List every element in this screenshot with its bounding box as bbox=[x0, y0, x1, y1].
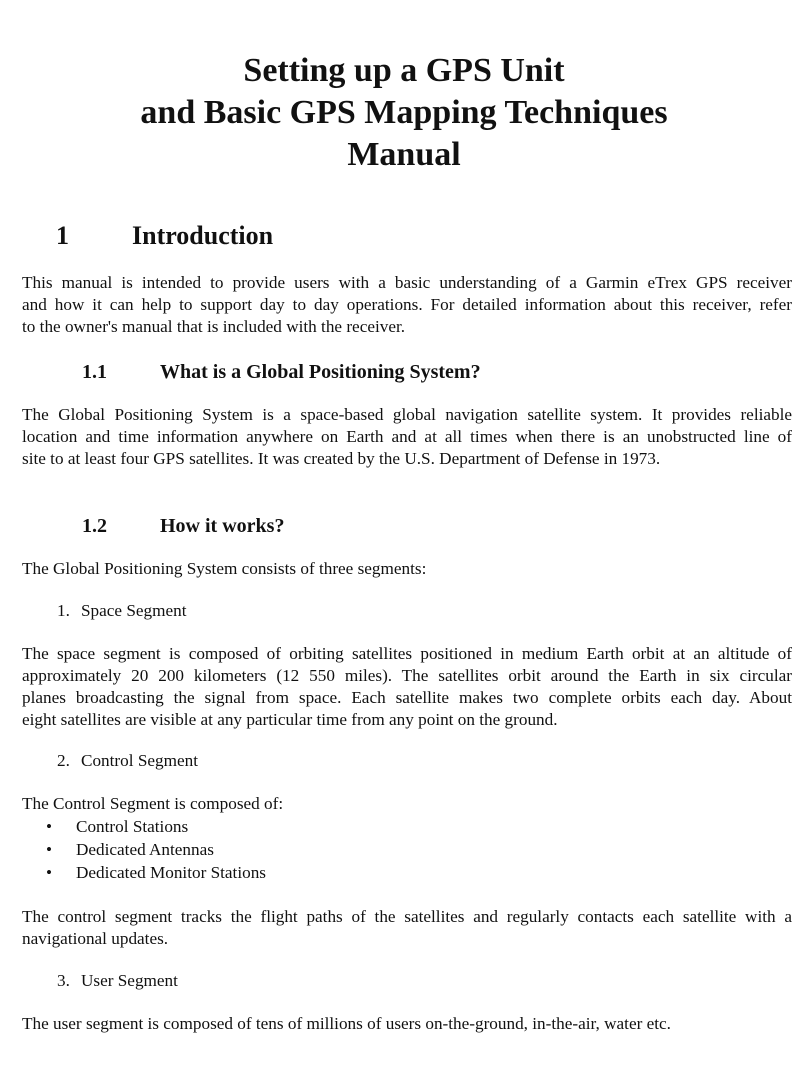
section-title: What is a Global Positioning System? bbox=[160, 361, 481, 383]
paragraph-line: The user segment is composed of tens of millions of users on-the-ground, in-the-air, water etc. bbox=[22, 1014, 671, 1033]
list-item-label: Dedicated Monitor Stations bbox=[76, 863, 266, 882]
bullet-icon: • bbox=[46, 863, 53, 882]
section-1-2-heading bbox=[82, 512, 284, 540]
paragraph-line: planes broadcasting the signal from space. Each satellite makes two complete orbits each day. About bbox=[22, 688, 792, 707]
paragraph-line: site to at least four GPS satellites. It was created by the U.S. Department of Defense in 1973. bbox=[22, 449, 661, 468]
paragraph-line: navigational updates. bbox=[22, 929, 169, 948]
section-1-1-heading bbox=[82, 358, 481, 386]
section-number: 1.2 bbox=[82, 515, 107, 537]
control-segment-lead bbox=[22, 793, 792, 815]
numbered-item-control-segment bbox=[57, 750, 198, 772]
item-number: 2. bbox=[57, 751, 70, 770]
section-title: How it works? bbox=[160, 515, 285, 537]
paragraph-line: The Control Segment is composed of: bbox=[22, 794, 284, 813]
item-label: Space Segment bbox=[81, 601, 187, 620]
numbered-item-user-segment bbox=[57, 970, 178, 992]
numbered-item-space-segment bbox=[57, 600, 186, 622]
intro-paragraph bbox=[22, 272, 792, 338]
item-label: Control Segment bbox=[81, 751, 198, 770]
item-number: 3. bbox=[57, 971, 70, 990]
paragraph-line: approximately 20 200 kilometers (12 550 miles). The satellites orbit around the Earth in six circular bbox=[22, 666, 792, 685]
list-item-label: Dedicated Antennas bbox=[76, 840, 214, 859]
title-line-2: and Basic GPS Mapping Techniques bbox=[140, 94, 668, 131]
list-item bbox=[22, 815, 266, 838]
list-item bbox=[22, 838, 266, 861]
list-item-label: Control Stations bbox=[76, 817, 189, 836]
title-line-3: Manual bbox=[347, 136, 461, 173]
document-title bbox=[0, 50, 808, 176]
paragraph-line: and how it can help to support day to day operations. For detailed information about this receiver, refer bbox=[22, 295, 792, 314]
item-number: 1. bbox=[57, 601, 70, 620]
user-segment-paragraph bbox=[22, 1013, 792, 1035]
paragraph-line: The control segment tracks the flight paths of the satellites and regularly contacts each satellite with a bbox=[22, 907, 792, 926]
bullet-icon: • bbox=[46, 840, 53, 859]
paragraph-line: The space segment is composed of orbiting satellites positioned in medium Earth orbit at an altitude of bbox=[22, 644, 792, 663]
control-segment-paragraph bbox=[22, 906, 792, 950]
paragraph-line: eight satellites are visible at any particular time from any point on the ground. bbox=[22, 710, 558, 729]
title-line-1: Setting up a GPS Unit bbox=[243, 52, 565, 89]
list-item bbox=[22, 861, 266, 884]
section-number: 1.1 bbox=[82, 361, 107, 383]
space-segment-paragraph bbox=[22, 643, 792, 731]
paragraph-line: The Global Positioning System consists of three segments: bbox=[22, 559, 427, 578]
gps-definition-paragraph bbox=[22, 404, 792, 470]
section-title: Introduction bbox=[132, 221, 274, 250]
section-number: 1 bbox=[56, 221, 69, 250]
paragraph-line: location and time information anywhere on Earth and at all times when there is an unobstructed line of bbox=[22, 427, 792, 446]
paragraph-line: to the owner's manual that is included with the receiver. bbox=[22, 317, 406, 336]
segments-intro bbox=[22, 558, 792, 580]
paragraph-line: This manual is intended to provide users with a basic understanding of a Garmin eTrex GPS receiver bbox=[22, 273, 792, 292]
item-label: User Segment bbox=[81, 971, 178, 990]
section-1-heading bbox=[56, 218, 273, 254]
paragraph-line: The Global Positioning System is a space-based global navigation satellite system. It provides reliable bbox=[22, 405, 792, 424]
control-segment-list bbox=[22, 815, 266, 884]
bullet-icon: • bbox=[46, 817, 53, 836]
